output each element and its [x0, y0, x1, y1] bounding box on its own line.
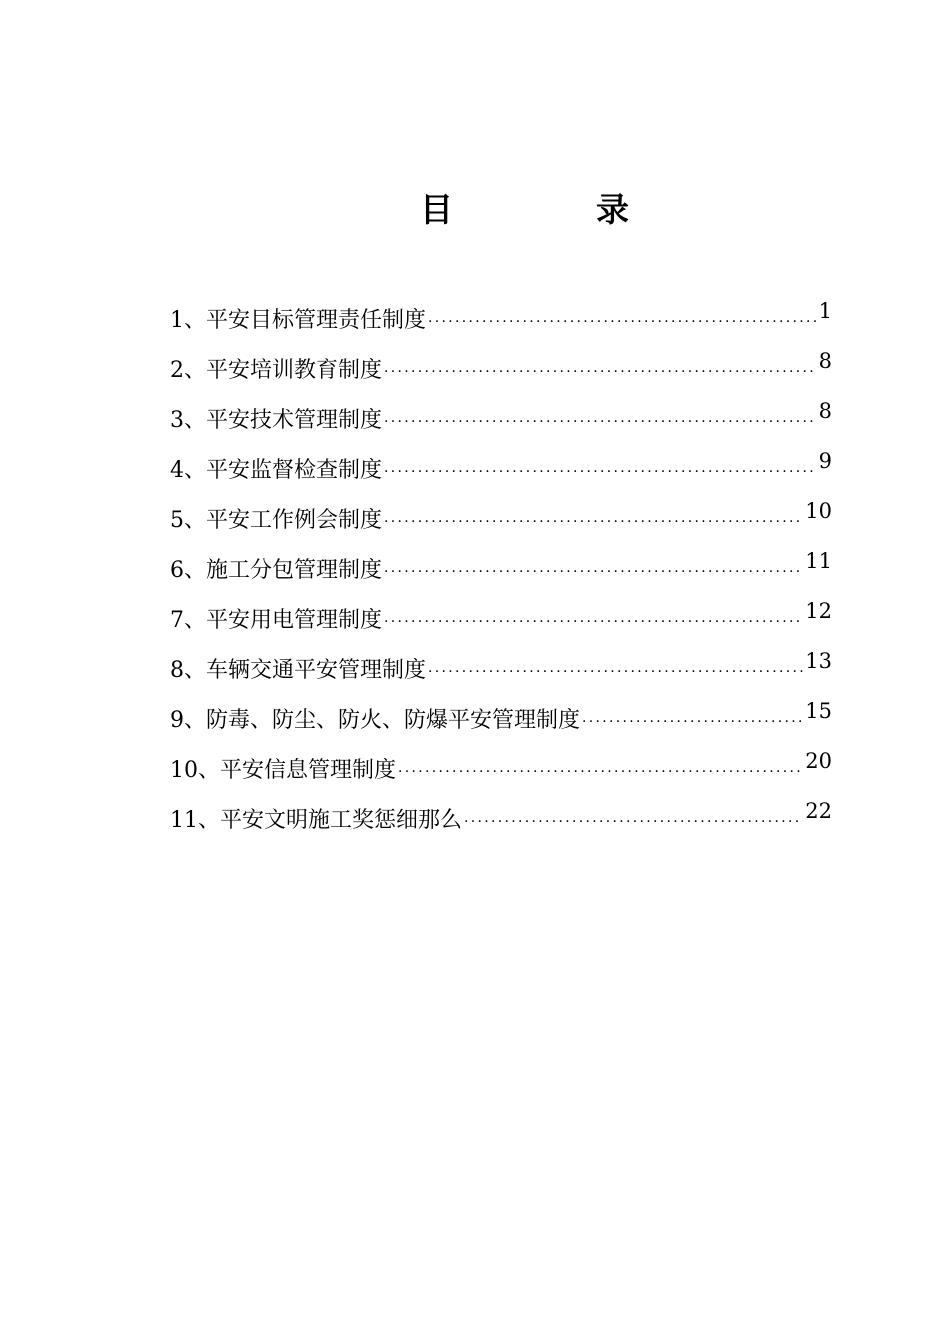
toc-entry[interactable] [170, 388, 832, 438]
toc-entry-title: 8、车辆交通平安管理制度 [170, 658, 426, 683]
toc-entry[interactable] [170, 488, 832, 538]
toc-entry-page: 12 [805, 599, 832, 623]
toc-dot-leader [384, 604, 803, 638]
toc-dot-leader [428, 654, 803, 688]
toc-entry-title: 9、防毒、防尘、防火、防爆平安管理制度 [170, 708, 580, 733]
toc-dot-leader [464, 804, 803, 838]
toc-entry[interactable] [170, 638, 832, 688]
toc-dot-leader [384, 404, 817, 438]
toc-entry[interactable] [170, 438, 832, 488]
toc-entry-title: 1、平安目标管理责任制度 [170, 308, 426, 333]
toc-entry-page: 8 [818, 399, 832, 423]
toc-entry-page: 11 [805, 549, 832, 573]
toc-entry-title: 2、平安培训教育制度 [170, 358, 382, 383]
toc-dot-leader [398, 754, 803, 788]
toc-entry[interactable] [170, 788, 832, 838]
toc-entry-title: 6、施工分包管理制度 [170, 558, 382, 583]
toc-entry[interactable] [170, 588, 832, 638]
toc-entry-title: 4、平安监督检查制度 [170, 458, 382, 483]
toc-entry[interactable] [170, 538, 832, 588]
toc-entry[interactable] [170, 338, 832, 388]
toc-entry-page: 13 [805, 649, 832, 673]
toc-entry-page: 22 [805, 799, 832, 823]
toc-entry-title: 10、平安信息管理制度 [170, 758, 396, 783]
toc-entry-title: 7、平安用电管理制度 [170, 608, 382, 633]
toc-entry-page: 8 [818, 349, 832, 373]
toc-dot-leader [428, 304, 817, 338]
toc-dot-leader [384, 554, 803, 588]
toc-heading-char-1: 目 [420, 190, 453, 229]
toc-heading [0, 188, 950, 232]
toc-list [170, 288, 832, 838]
toc-entry-title: 3、平安技术管理制度 [170, 408, 382, 433]
toc-dot-leader [384, 454, 817, 488]
toc-dot-leader [384, 354, 817, 388]
toc-entry-page: 10 [805, 499, 832, 523]
toc-entry[interactable] [170, 288, 832, 338]
toc-entry-page: 9 [818, 449, 832, 473]
toc-entry-page: 20 [805, 749, 832, 773]
toc-entry-title: 11、平安文明施工奖惩细那么 [170, 808, 462, 833]
toc-entry[interactable] [170, 688, 832, 738]
toc-entry[interactable] [170, 738, 832, 788]
toc-dot-leader [384, 504, 803, 538]
toc-entry-title: 5、平安工作例会制度 [170, 508, 382, 533]
toc-dot-leader [582, 704, 803, 738]
toc-heading-char-2: 录 [596, 190, 629, 229]
toc-entry-page: 1 [818, 299, 832, 323]
toc-entry-page: 15 [805, 699, 832, 723]
